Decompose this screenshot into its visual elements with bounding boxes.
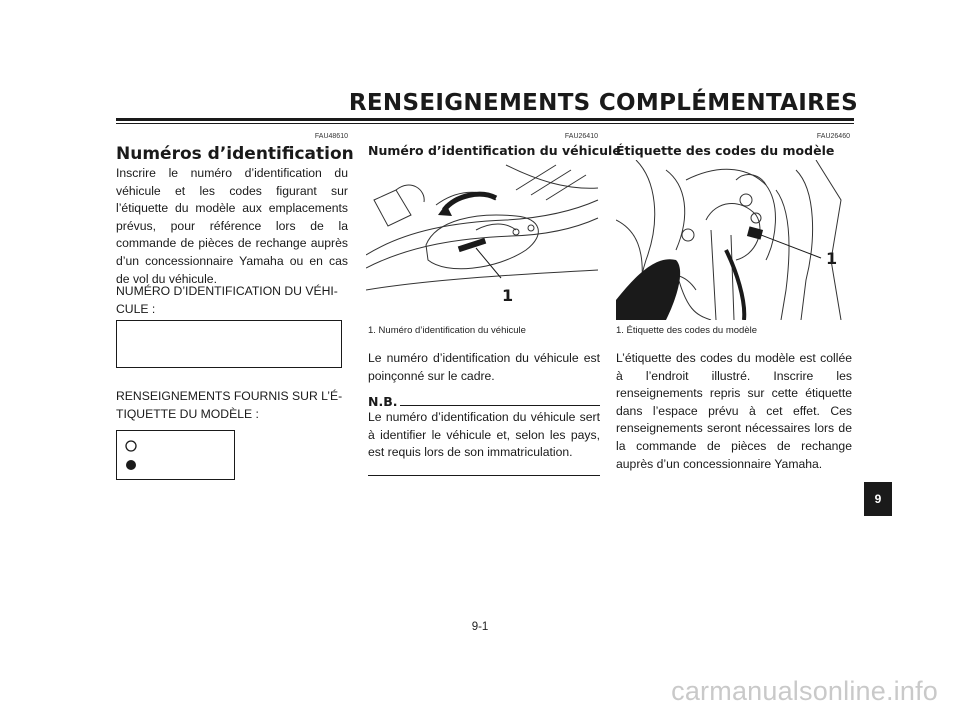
note-top-rule [400,405,600,406]
note-bottom-rule [368,475,600,476]
hollow-circle-icon [126,441,136,451]
vin-label [116,283,356,318]
figure-caption: 1. Numéro d’identification du véhicule [368,325,526,336]
section-code: FAU26460 [816,133,850,140]
header-rule-thin [116,123,854,124]
body-paragraph: L’étiquette des codes du modèle est collée à l’endroit illustré. Inscrire les renseignements repris sur cette étiquette dans l’espace prévu à cet effet. Ces renseignements seront nécessaires lors de la commande de pièces de rechange auprès d’un concessionnaire Yamaha. [616,351,852,471]
page-header-title: RENSEIGNEMENTS COMPLÉMENTAIRES [348,90,858,116]
model-code-symbols [117,431,234,479]
vin-label-line1: NUMÉRO D’IDENTIFICATION DU VÉHI- [116,284,338,298]
page-number: 9-1 [471,621,489,633]
figure-caption: 1. Étiquette des codes du modèle [616,325,758,336]
note-text: Le numéro d’identification du véhicule sert à identifier le véhicule et, selon les pays, est requis lors de son immatriculation. [368,410,600,460]
section-heading: Étiquette des codes du modèle [616,143,835,158]
vin-location-illustration [366,160,600,320]
section-heading: Numéro d’identification du véhicule [368,143,621,158]
model-label-line1: RENSEIGNEMENTS FOURNIS SUR L’É- [116,389,343,403]
callout-number: 1 [826,249,838,268]
chapter-tab: 9 [864,482,892,516]
model-label [116,388,356,423]
section-heading: Numéros d’identification [116,144,354,164]
header-rule-thick [116,118,854,121]
body-paragraph: Le numéro d’identification du véhicule est poinçonné sur le cadre. [368,351,600,383]
callout-number: 1 [502,286,514,305]
vin-entry-box [116,320,342,368]
model-label-location-illustration [616,160,856,320]
filled-circle-icon [126,460,136,470]
model-label-line2: TIQUETTE DU MODÈLE : [116,406,259,421]
section-code: FAU48610 [314,133,348,140]
vin-label-line2: CULE : [116,301,156,316]
note-label: N.B. [368,394,398,409]
section-code: FAU26410 [564,133,598,140]
model-code-entry-box [116,430,235,480]
intro-paragraph: Inscrire le numéro d’identification du véhicule et les codes figurant sur l’étiquette du modèle aux emplacements prévus, pour référence lors de la commande de pièces de rechange auprès d’un concessionnaire Yamaha ou en cas de vol du véhicule. [116,166,348,286]
watermark: carmanualsonline.info [671,676,938,706]
